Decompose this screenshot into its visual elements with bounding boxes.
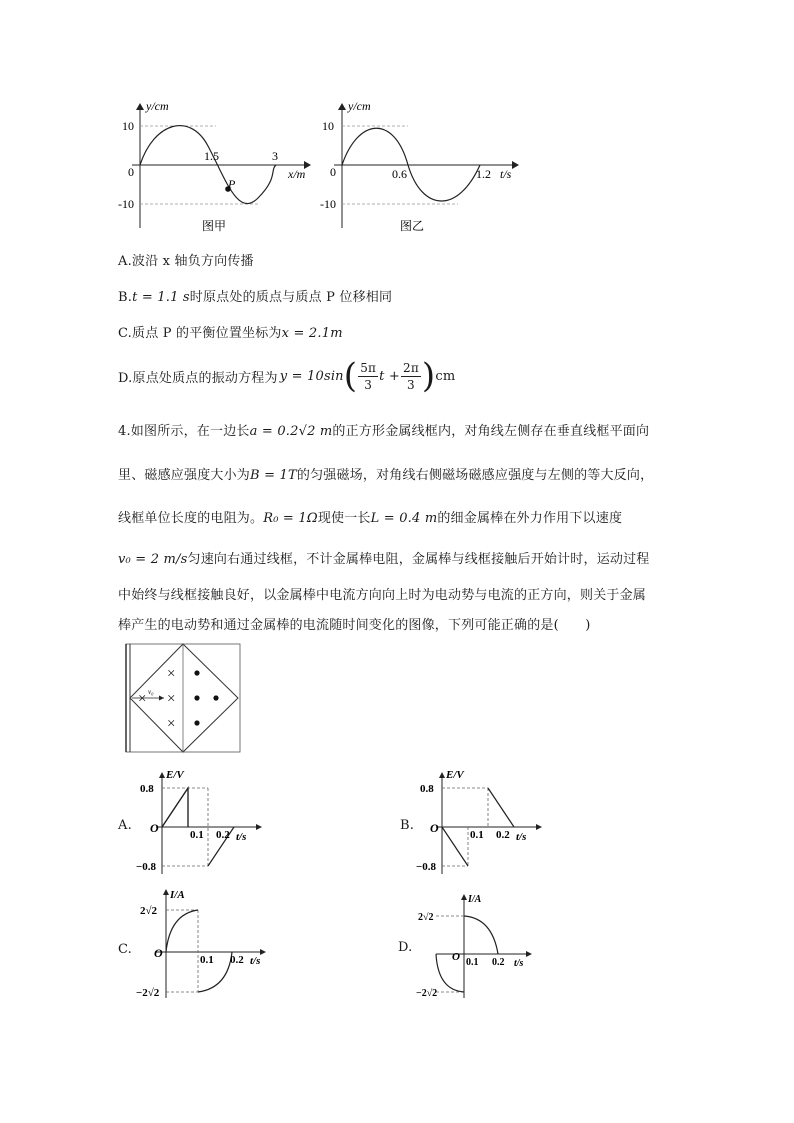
origin-label: O (430, 821, 439, 835)
t-tick-1: 0.6 (392, 167, 407, 181)
svg-text:×: × (167, 716, 176, 732)
option-d-prefix: D.原点处质点的振动方程为 (118, 370, 278, 386)
field-into-page (138, 666, 175, 732)
option-d-y: y = 10sin (279, 368, 344, 384)
graph-a-label: A. (118, 818, 132, 833)
y-axis-label: y/cm (146, 99, 169, 113)
q4-eq-l: L = 0.4 m (370, 511, 438, 526)
t2-label: 0.2 (496, 829, 510, 841)
option-b-text: 时原点处的质点与质点 P 位移相同 (189, 290, 393, 305)
y-min-label: -10 (118, 197, 134, 211)
y-axis-label: E/V (166, 769, 184, 781)
t-axis-label: t/s (250, 955, 261, 967)
emf-negative-b (442, 827, 468, 866)
y-min-label: -10 (320, 197, 336, 211)
t2-label: 0.2 (216, 829, 230, 841)
q4-line-2 (118, 464, 653, 483)
t-axis-label: t/s (500, 167, 512, 181)
bottom-value: −0.8 (416, 861, 437, 873)
top-value: 0.8 (420, 783, 434, 795)
q4-eq-r0: R₀ = 1Ω (263, 511, 318, 526)
origin-label: O (150, 821, 159, 835)
graph-d (416, 890, 546, 1005)
y-axis-label: y/cm (348, 99, 371, 113)
q4-eq-a: a = 0.2√2 m (249, 424, 333, 439)
frame-figure (118, 642, 248, 757)
top-value: 2√2 (140, 905, 158, 917)
t2-label: 0.2 (492, 957, 505, 968)
q4-eq-b: B = 1T (250, 468, 297, 483)
q4-line-3 (118, 507, 622, 526)
emf-positive-b (488, 788, 514, 827)
option-c-equation: x = 2.1m (281, 326, 343, 341)
svg-text:×: × (138, 691, 147, 707)
graph-b-label: B. (400, 818, 415, 833)
q4-line-1 (118, 420, 649, 439)
bottom-value: −2√2 (136, 987, 160, 999)
q4-text: 现使一长 (317, 511, 371, 526)
q4-text: 的匀强磁场，对角线右侧磁场磁感应强度与左侧的等大反向， (296, 468, 654, 483)
y-max-label: 10 (322, 119, 334, 133)
fraction-2pi-3: $\frac{2\pi}{3}$ (403, 360, 419, 392)
y-axis-label: I/A (468, 894, 482, 905)
graph-d-label: D. (398, 940, 413, 955)
option-b-equation: t = 1.1 s (132, 290, 190, 305)
t-tick-2: 1.2 (476, 167, 491, 181)
t2-label: 0.2 (230, 954, 244, 966)
graph-c-label: C. (118, 942, 133, 957)
t-axis-label: t/s (236, 831, 247, 843)
caption-yi: 图乙 (400, 219, 425, 233)
bottom-value: −2√2 (416, 988, 438, 999)
option-d-unit: cm (435, 368, 456, 384)
top-value: 2√2 (418, 912, 434, 923)
origin-label: O (154, 946, 163, 960)
origin-label: 0 (128, 165, 134, 179)
svg-text:×: × (167, 666, 176, 682)
field-out-of-page (194, 670, 218, 725)
svg-text:×: × (167, 691, 176, 707)
option-b-prefix: B. (118, 290, 133, 305)
t1-label: 0.1 (470, 829, 484, 841)
emf-curve-a (162, 788, 208, 827)
x-axis-label: x/m (288, 167, 306, 181)
bottom-value: −0.8 (136, 861, 157, 873)
caption-jia: 图甲 (202, 219, 227, 233)
fraction-5pi-3: $\frac{5\pi}{3}$ (360, 360, 377, 392)
q4-text: 的正方形金属线框内，对角线左侧存在垂直线框平面向 (332, 424, 650, 439)
graph-c (136, 884, 276, 1004)
t-axis-label: t/s (516, 831, 527, 843)
q4-eq-v0: v₀ = 2 m/s (118, 552, 188, 567)
q4-line-5: 中始终与线框接触良好，以金属棒中电流方向向上时为电动势与电流的正方向，则关于金属 (118, 588, 647, 603)
q4-line-6: 棒产生的电动势和通过金属棒的电流随时间变化的图像，下列可能正确的是( ) (118, 618, 591, 633)
v0-label: v₀ (148, 688, 154, 696)
y-max-label: 10 (122, 119, 134, 133)
origin-label: 0 (330, 165, 336, 179)
q4-text: 里、磁感应强度大小为 (118, 468, 251, 483)
graph-a (136, 768, 266, 878)
q4-text: 的细金属棒在外力作用下以速度 (437, 511, 623, 526)
y-axis-label: E/V (446, 769, 464, 781)
q4-line-4 (118, 548, 650, 567)
x-tick-1: 1.5 (204, 149, 219, 163)
t1-label: 0.1 (190, 829, 204, 841)
t1-label: 0.1 (466, 957, 479, 968)
current-curve-d-positive (464, 916, 498, 954)
option-c (118, 322, 343, 341)
x-tick-2: 3 (272, 149, 278, 163)
wave-figure-yi (318, 98, 528, 238)
option-a: A.波沿 x 轴负方向传播 (118, 254, 254, 269)
t-axis-label: t/s (514, 958, 524, 969)
option-b (118, 286, 392, 305)
y-axis-label: I/A (170, 889, 185, 901)
q4-text: 匀速向右通过线框，不计金属棒电阻，金属棒与线框接触后开始计时，运动过程 (187, 552, 650, 567)
current-curve-c-positive (166, 910, 198, 952)
origin-label: O (452, 951, 460, 963)
point-p-label: P (228, 177, 236, 191)
q4-text: 线框单位长度的电阻为。 (118, 511, 264, 526)
option-d: D.原点处质点的振动方程为 y = 10sin ( $\frac{5\pi}{3}$ t + $\frac{2\pi}{3}$ ) cm (118, 356, 456, 396)
top-value: 0.8 (140, 783, 154, 795)
t1-label: 0.1 (200, 954, 214, 966)
q4-text: 4.如图所示，在一边长 (118, 424, 250, 439)
wave-figure-jia (118, 98, 318, 238)
graph-b (416, 768, 546, 878)
option-c-prefix: C.质点 P 的平衡位置坐标为 (118, 326, 282, 341)
option-d-t: t + (379, 368, 400, 384)
